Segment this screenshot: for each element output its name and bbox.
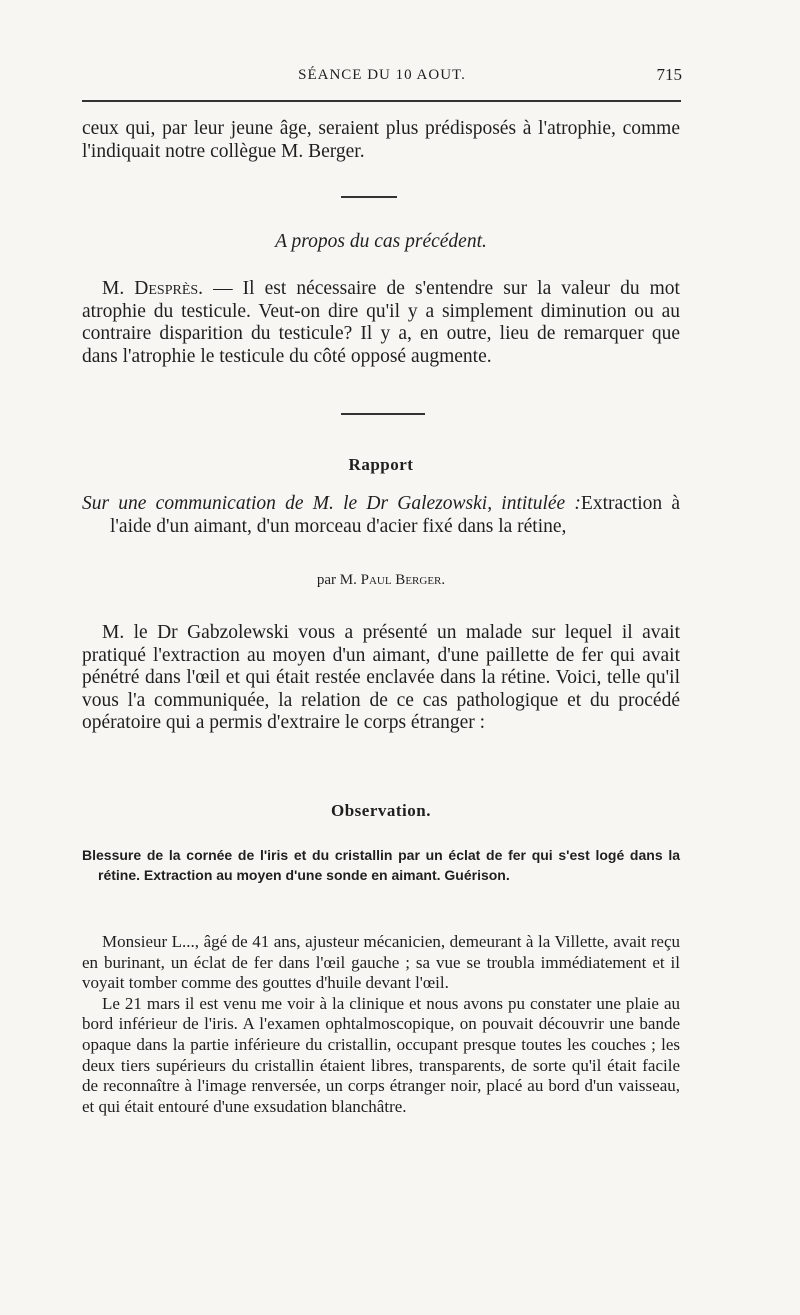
paragraph-continuation: [82, 118, 680, 163]
rapport-title: [82, 493, 680, 538]
observation-paragraph-1: Monsieur L..., âgé de 41 ans, ajusteur mécanicien, demeurant à la Villette, avait reçu en burinant, un éclat de fer dans l'œil gauche ; sa vue se troubla immédiatement et il voyait tomber comme des gouttes d'huile devant l'œil.: [82, 932, 680, 993]
separator-rule: [341, 413, 425, 415]
separator-rule: [341, 196, 397, 198]
page-number: 715: [656, 65, 682, 84]
despres-text: — Il est nécessaire de s'entendre sur la valeur du mot atrophie du testicule. Veut-on dire qu'il y a simplement diminution ou au contraire disparition du testicule? Il y a, en outre, lieu de remarquer que dans l'atrophie le testicule du côté opposé augmente.: [82, 278, 680, 367]
header-rule: [82, 100, 681, 102]
byline: [82, 572, 680, 589]
byline-prefix: par M.: [316, 572, 361, 588]
observation-body: [82, 932, 680, 1117]
rapport-title-rest: Extraction à l'aide d'un aimant, d'un morceau d'acier fixé dans la rétine,: [110, 493, 680, 537]
summary-text: Blessure de la cornée de l'iris et du cristallin par un éclat de fer qui s'est logé dans la rétine. Extraction au moyen d'une sonde en aimant. Guérison.: [82, 847, 680, 883]
apropos-title: A propos du cas précédent.: [275, 231, 487, 252]
intro-text: M. le Dr Gabzolewski vous a présenté un malade sur lequel il avait pratiqué l'extraction au moyen d'un aimant, d'une paillette de fer qui avait pénétré dans l'œil et qui était restée enclavée dans la rétine. Voici, telle qu'il vous l'a communiquée, la relation de ce cas pathologique et du procédé opératoire qui a permis d'extraire le corps étranger :: [82, 622, 680, 734]
running-head: [82, 63, 682, 87]
running-title: SÉANCE DU 10 AOUT.: [298, 67, 466, 83]
speaker-name: M. Desprès.: [102, 278, 204, 299]
paragraph-text: ceux qui, par leur jeune âge, seraient plus prédisposés à l'atrophie, comme l'indiquait notre collègue M. Berger.: [82, 118, 680, 162]
author-name: Paul Berger.: [360, 572, 446, 588]
observation-paragraph-2: Le 21 mars il est venu me voir à la clinique et nous avons pu constater une plaie au bord inférieur de l'iris. A l'examen ophtalmoscopique, on pouvait découvrir une bande opaque dans la partie inférieure du cristallin, occupant presque toutes les couches ; les deux tiers supérieurs du cristallin étaient libres, transparents, de sorte qu'il était facile de reconnaître à l'image renversée, un corps étranger noir, placé au bord d'un vaisseau, et qui était entouré d'une exsudation blanchâtre.: [82, 993, 680, 1116]
observation-summary: [82, 845, 680, 885]
rapport-title-italic: Sur une communication de M. le Dr Galezowski, intitulée :: [82, 493, 581, 514]
despres-paragraph: [82, 278, 680, 368]
rapport-heading: Rapport: [348, 455, 414, 474]
intro-paragraph: [82, 622, 680, 735]
observation-heading: Observation.: [331, 801, 431, 820]
